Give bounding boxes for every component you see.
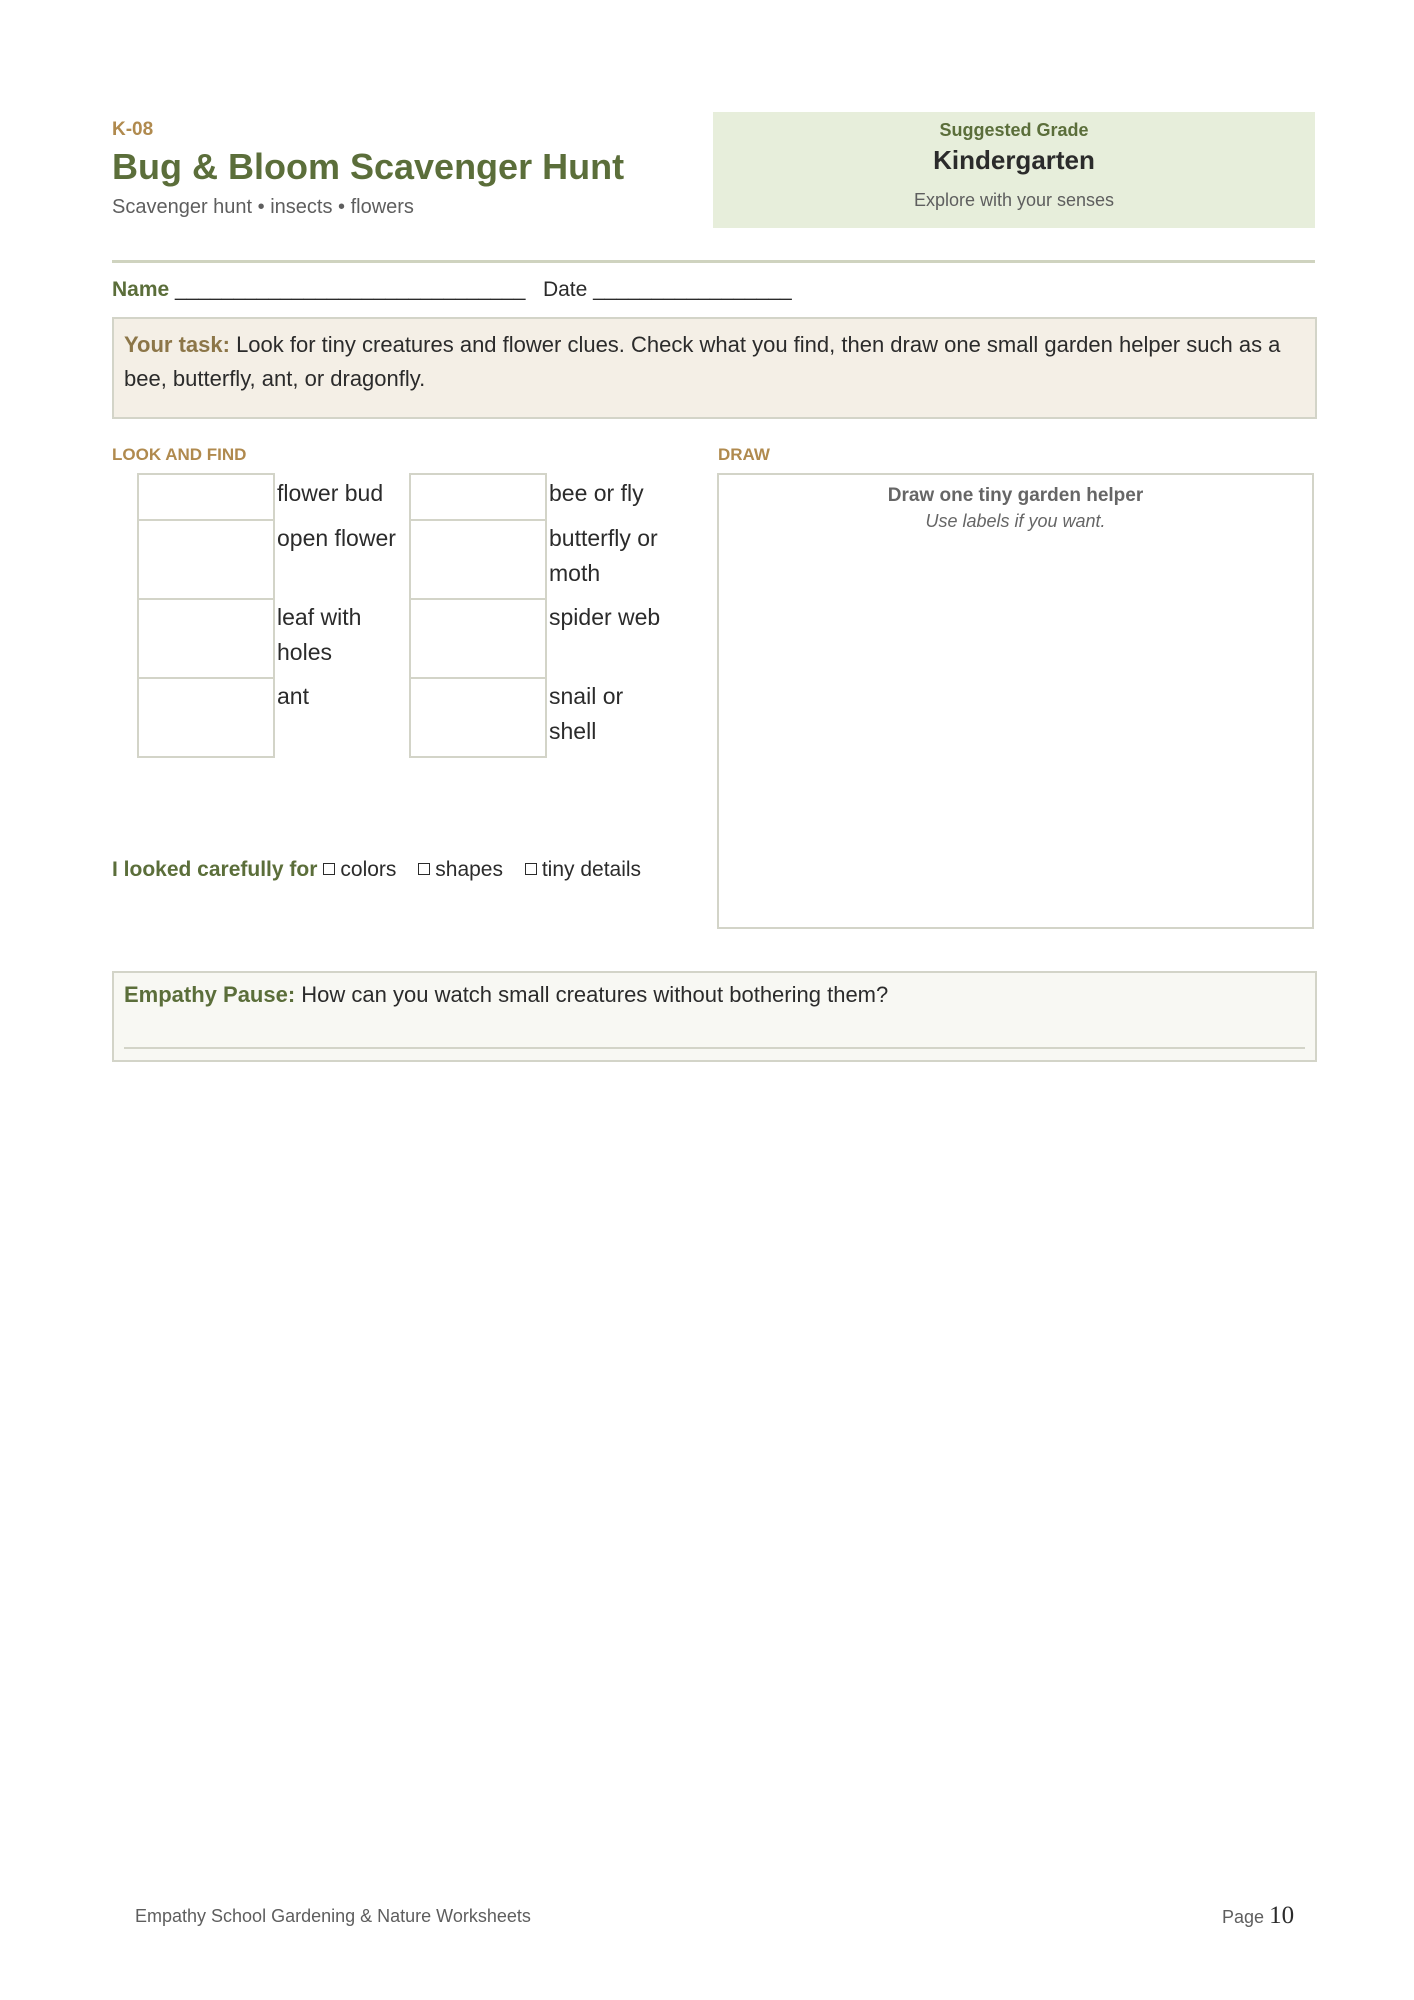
name-label: Name [112,278,170,301]
date-label: Date [542,278,588,301]
checkbox-snail-or-shell[interactable] [409,677,547,758]
checkbox-spider-web[interactable] [409,598,547,679]
shapes-checkbox-icon[interactable] [418,863,430,875]
list-item: spider web [549,604,661,630]
list-item: flower bud [277,480,384,506]
tiny-details-checkbox-icon[interactable] [525,863,537,875]
list-item: ant [277,683,309,709]
page-number: 10 [1269,1902,1295,1929]
checkbox-bee-or-fly[interactable] [409,473,547,521]
colors-checkbox-icon[interactable] [323,863,335,875]
list-item: snail or shell [549,683,624,744]
empathy-label: Empathy Pause: [124,982,296,1007]
header-divider [112,260,1315,263]
task-label: Your task: [124,332,230,357]
looked-for-option: colors [340,858,397,881]
empathy-pause-box [112,971,1317,1062]
list-item: butterfly or moth [549,525,658,586]
worksheet-subtitle: Scavenger hunt • insects • flowers [112,196,414,218]
looked-for-row [112,858,641,882]
name-date-row [112,278,792,302]
list-item: leaf with holes [277,604,362,665]
grade-label: Suggested Grade [939,120,1089,140]
footer-series: Empathy School Gardening & Nature Worksheets [135,1906,531,1926]
drawing-area[interactable] [717,473,1314,929]
worksheet-title: Bug & Bloom Scavenger Hunt [112,146,625,187]
checkbox-flower-bud[interactable] [137,473,275,521]
grade-note: Explore with your senses [913,190,1115,210]
looked-for-option: tiny details [541,858,642,881]
looked-for-option: shapes [435,858,503,881]
look-and-find-title: LOOK AND FIND [112,445,247,464]
draw-title: DRAW [718,445,770,464]
grade-panel [713,112,1315,228]
checkbox-leaf-with-holes[interactable] [137,598,275,679]
empathy-question: How can you watch small creatures without bothering them? [295,982,889,1007]
footer-page [1222,1902,1294,1930]
checkbox-butterfly-or-moth[interactable] [409,519,547,600]
grade-value: Kindergarten [933,145,1095,175]
checkbox-ant[interactable] [137,677,275,758]
list-item: open flower [277,525,396,551]
date-field[interactable]: _________________ [587,278,792,301]
page-label: Page [1222,1907,1265,1927]
task-text: Look for tiny creatures and flower clues. Check what you find, then draw one small garden helper such as a bee, butterfly, ant, or dragonfly. [124,332,1281,391]
task-box [112,317,1317,419]
draw-heading: Draw one tiny garden helper [887,485,1144,506]
draw-hint: Use labels if you want. [925,511,1106,531]
answer-line[interactable] [124,1047,1305,1049]
checkbox-open-flower[interactable] [137,519,275,600]
name-field[interactable]: ______________________________ [169,278,526,301]
worksheet-code: K-08 [112,119,154,140]
looked-for-label: I looked carefully for [112,858,318,881]
list-item: bee or fly [549,480,644,506]
